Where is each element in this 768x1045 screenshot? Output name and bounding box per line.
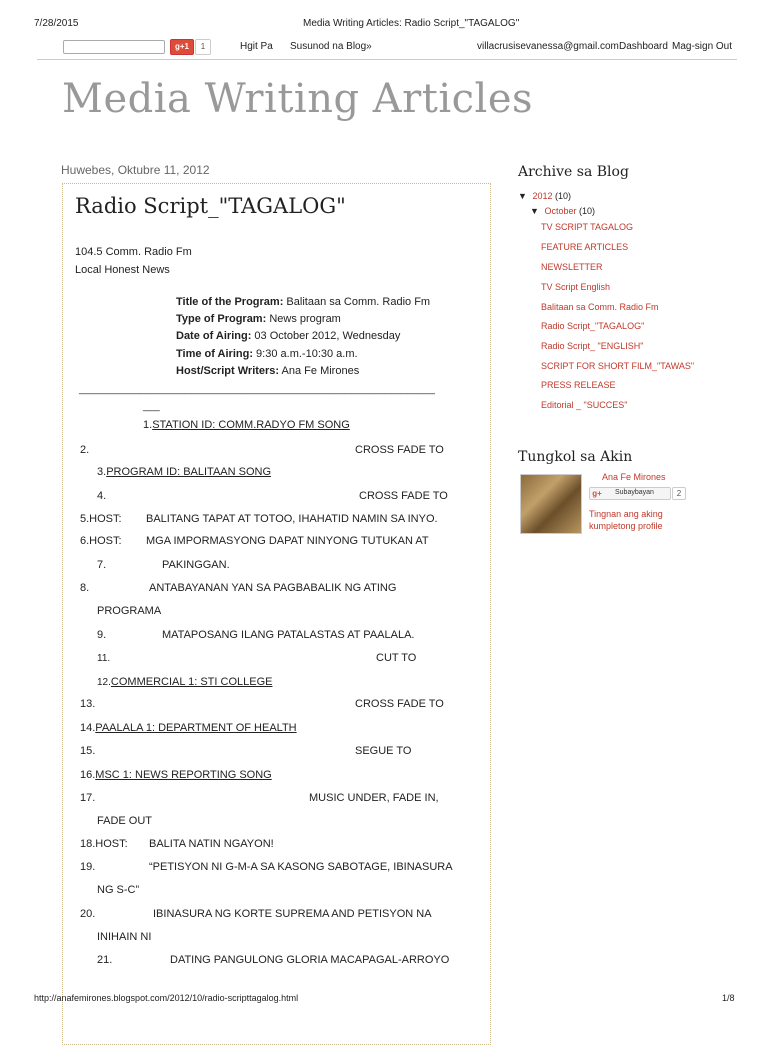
script-line bbox=[97, 676, 272, 688]
archive-post-link[interactable]: PRESS RELEASE bbox=[541, 380, 616, 390]
line-number: 16. bbox=[80, 769, 96, 781]
line-text: FADE OUT bbox=[97, 815, 153, 827]
station-name: 104.5 Comm. Radio Fm bbox=[75, 246, 192, 258]
line-text: IBINASURA NG KORTE SUPREMA AND PETISYON NA bbox=[153, 908, 432, 920]
archive-post-link[interactable]: FEATURE ARTICLES bbox=[541, 242, 629, 252]
line-text: MSC 1: NEWS REPORTING SONG bbox=[95, 769, 272, 781]
airing-date-label: Date of Airing: bbox=[176, 330, 252, 342]
line-text: INIHAIN NI bbox=[97, 931, 152, 943]
archive-post-link[interactable]: Editorial _ "SUCCES" bbox=[541, 400, 628, 410]
archive-post-link[interactable]: TV Script English bbox=[541, 282, 611, 292]
line-number: 15. bbox=[80, 745, 96, 757]
script-line bbox=[143, 419, 350, 431]
program-label: Title of the Program: bbox=[176, 296, 284, 308]
blog-title[interactable]: Media Writing Articles bbox=[62, 76, 534, 122]
archive-month-count: (10) bbox=[576, 206, 595, 216]
line-text: NG S-C” bbox=[97, 884, 140, 896]
airing-time-value: 9:30 a.m.-10:30 a.m. bbox=[253, 348, 358, 360]
line-cue: CROSS FADE TO bbox=[359, 490, 448, 502]
post-title: Radio Script_"TAGALOG" bbox=[75, 194, 346, 218]
line-number: 1. bbox=[143, 419, 153, 431]
line-number: 20. bbox=[80, 908, 96, 920]
line-number: 2. bbox=[80, 444, 90, 456]
type-label: Type of Program: bbox=[176, 313, 267, 325]
host-label: Host/Script Writers: bbox=[176, 365, 280, 377]
archive-year-row bbox=[518, 191, 571, 201]
type-value: News program bbox=[266, 313, 341, 325]
line-cue: MUSIC UNDER, FADE IN, bbox=[309, 792, 439, 804]
line-cue: SEGUE TO bbox=[355, 745, 412, 757]
archive-post-link[interactable]: SCRIPT FOR SHORT FILM_"TAWAS" bbox=[541, 361, 695, 371]
gplus-icon: g+ bbox=[592, 489, 602, 498]
archive-post-link[interactable]: NEWSLETTER bbox=[541, 262, 603, 272]
separator-line: ________________________________________________________________ bbox=[79, 384, 435, 395]
line-text: BALITA NATIN NGAYON! bbox=[149, 838, 274, 850]
footer-url: http://anafemirones.blogspot.com/2012/10/radio-scripttagalog.html bbox=[34, 993, 299, 1003]
line-cue: CROSS FADE TO bbox=[355, 698, 444, 710]
about-heading: Tungkol sa Akin bbox=[518, 449, 633, 465]
triangle-down-icon[interactable]: ▼ bbox=[530, 206, 539, 216]
avatar[interactable] bbox=[520, 474, 582, 534]
airing-date-value: 03 October 2012, Wednesday bbox=[251, 330, 401, 342]
triangle-down-icon[interactable]: ▼ bbox=[518, 191, 527, 201]
line-text: MGA IMPORMASYONG DAPAT NINYONG TUTUKAN AT bbox=[146, 535, 429, 547]
line-number: 8. bbox=[80, 582, 90, 594]
gplus-button[interactable]: g+1 bbox=[170, 39, 194, 55]
archive-year-link[interactable]: 2012 bbox=[532, 191, 553, 201]
line-number: 5.HOST: bbox=[80, 513, 122, 525]
follow-label: Subaybayan bbox=[615, 489, 654, 496]
profile-link[interactable]: Tingnan ang aking bbox=[589, 509, 663, 519]
script-line bbox=[80, 722, 297, 734]
line-text: PROGRAMA bbox=[97, 605, 162, 617]
archive-year-count: (10) bbox=[552, 191, 571, 201]
author-link[interactable]: Ana Fe Mirones bbox=[602, 472, 666, 482]
line-text: DATING PANGULONG GLORIA MACAPAGAL-ARROYO bbox=[170, 954, 450, 966]
archive-post-link[interactable]: Balitaan sa Comm. Radio Fm bbox=[541, 302, 659, 312]
follow-blog-link[interactable]: Susunod na Blog» bbox=[290, 41, 372, 52]
line-text: PROGRAM ID: BALITAAN SONG bbox=[106, 466, 272, 478]
line-text: COMMERCIAL 1: STI COLLEGE bbox=[110, 676, 273, 688]
separator-line-end: ___ bbox=[143, 401, 160, 412]
user-email: villacrusisevanessa@gmail.com bbox=[477, 41, 619, 52]
archive-heading: Archive sa Blog bbox=[518, 164, 629, 180]
navbar-divider bbox=[37, 59, 737, 60]
archive-post-link[interactable]: Radio Script_"TAGALOG" bbox=[541, 321, 645, 331]
line-cue: CROSS FADE TO bbox=[355, 444, 444, 456]
follow-button[interactable] bbox=[589, 487, 671, 500]
line-text: STATION ID: COMM.RADYO FM SONG bbox=[152, 419, 350, 431]
line-number: 3. bbox=[97, 466, 107, 478]
gplus-count: 1 bbox=[195, 39, 211, 55]
host-value: Ana Fe Mirones bbox=[279, 365, 360, 377]
line-number: 7. bbox=[97, 559, 107, 571]
line-number: 17. bbox=[80, 792, 96, 804]
line-text: “PETISYON NI G-M-A SA KASONG SABOTAGE, IBINASURA bbox=[149, 861, 453, 873]
line-number: 21. bbox=[97, 954, 113, 966]
line-text: ANTABAYANAN YAN SA PAGBABALIK NG ATING bbox=[149, 582, 397, 594]
line-number: 9. bbox=[97, 629, 107, 641]
line-text: BALITANG TAPAT AT TOTOO, IHAHATID NAMIN SA INYO. bbox=[146, 513, 438, 525]
print-page-title: Media Writing Articles: Radio Script_"TAGALOG" bbox=[303, 18, 520, 29]
program-info-row bbox=[176, 313, 341, 325]
line-text: PAKINGGAN. bbox=[162, 559, 230, 571]
profile-link[interactable]: kumpletong profile bbox=[589, 521, 663, 531]
follow-count: 2 bbox=[672, 487, 686, 500]
dashboard-link[interactable]: Dashboard bbox=[619, 41, 668, 52]
post-date: Huwebes, Oktubre 11, 2012 bbox=[61, 163, 210, 177]
footer-page-number: 1/8 bbox=[722, 993, 735, 1003]
line-number: 18.HOST: bbox=[80, 838, 128, 850]
archive-post-link[interactable]: Radio Script_ "ENGLISH" bbox=[541, 341, 644, 351]
program-info-row bbox=[176, 296, 430, 308]
line-number: 13. bbox=[80, 698, 96, 710]
line-text: PAALALA 1: DEPARTMENT OF HEALTH bbox=[95, 722, 297, 734]
line-text: MATAPOSANG ILANG PATALASTAS AT PAALALA. bbox=[162, 629, 415, 641]
line-number: 4. bbox=[97, 490, 107, 502]
program-info-row bbox=[176, 348, 358, 360]
program-info-row bbox=[176, 330, 400, 342]
next-blog-link[interactable]: Hgit Pa bbox=[240, 41, 273, 52]
print-date: 7/28/2015 bbox=[34, 18, 79, 29]
signout-link[interactable]: Mag-sign Out bbox=[672, 41, 733, 52]
line-cue: CUT TO bbox=[376, 652, 417, 664]
blogger-navbar bbox=[0, 36, 768, 60]
archive-month-row bbox=[530, 206, 595, 216]
program-info-row bbox=[176, 365, 359, 377]
script-line bbox=[80, 769, 272, 781]
airing-time-label: Time of Airing: bbox=[176, 348, 253, 360]
archive-month-link[interactable]: October bbox=[544, 206, 577, 216]
station-tagline: Local Honest News bbox=[75, 264, 170, 276]
line-number: 14. bbox=[80, 722, 96, 734]
line-number: 12. bbox=[97, 677, 111, 688]
archive-post-link[interactable]: TV SCRIPT TAGALOG bbox=[541, 222, 634, 232]
script-line bbox=[97, 466, 271, 478]
program-value: Balitaan sa Comm. Radio Fm bbox=[283, 296, 431, 308]
line-number: 19. bbox=[80, 861, 96, 873]
line-number: 6.HOST: bbox=[80, 535, 122, 547]
line-number: 11. bbox=[97, 653, 111, 664]
search-input[interactable] bbox=[63, 40, 165, 54]
